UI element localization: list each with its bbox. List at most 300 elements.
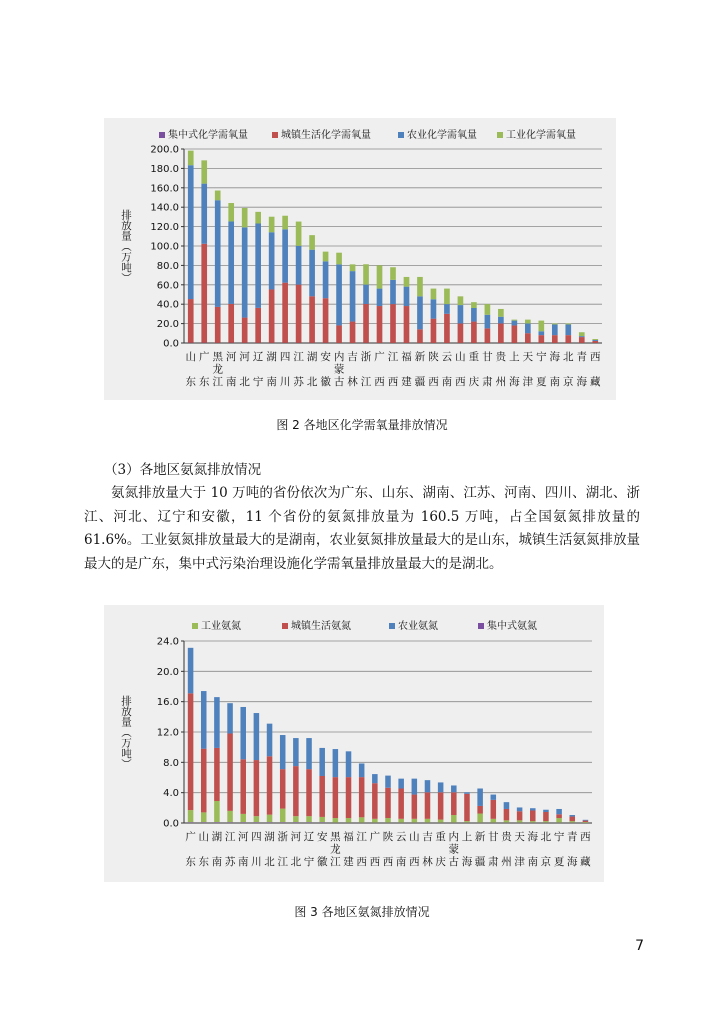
legend-swatch xyxy=(478,623,484,629)
x-category-label: 辽 宁 xyxy=(252,351,264,388)
x-category-label: 宁 夏 xyxy=(553,831,565,868)
x-category-label: 浙 江 xyxy=(277,831,288,868)
bar-segment xyxy=(491,800,497,819)
bar-segment xyxy=(438,792,444,819)
bar-segment xyxy=(471,302,477,308)
bar-segment xyxy=(385,788,391,818)
x-category-label: 福 建 xyxy=(343,831,354,868)
bar-segment xyxy=(438,820,444,823)
bar-segment xyxy=(569,817,575,822)
bar-segment xyxy=(227,822,233,823)
y-tick-label: 100.0 xyxy=(150,241,179,253)
bar-segment xyxy=(385,776,391,788)
x-category-label: 内蒙古 xyxy=(333,351,345,388)
bar-segment xyxy=(377,289,383,306)
bar-segment xyxy=(240,759,246,814)
bar-segment xyxy=(512,325,518,342)
bar-segment xyxy=(293,766,299,816)
bar-segment xyxy=(485,304,491,315)
legend-swatch xyxy=(389,623,395,629)
x-category-label: 辽 宁 xyxy=(303,831,315,868)
y-axis-label: 排放量（万吨） xyxy=(120,209,132,283)
legend-swatch xyxy=(159,132,165,138)
legend-label: 集中式化学需氧量 xyxy=(168,130,248,141)
y-tick-label: 120.0 xyxy=(150,222,179,234)
bar-segment xyxy=(458,324,464,343)
bar-segment xyxy=(214,697,220,748)
bar-segment xyxy=(201,812,207,822)
bar-segment xyxy=(556,809,562,814)
x-category-label: 山 西 xyxy=(409,831,420,868)
bar-segment xyxy=(477,814,483,823)
bar-segment xyxy=(377,306,383,343)
bar-segment xyxy=(296,222,302,246)
section-heading: （3）各地区氨氮排放情况 xyxy=(104,462,262,478)
x-category-label: 内蒙古 xyxy=(448,831,460,868)
x-category-label: 海 南 xyxy=(549,351,561,388)
bar-segment xyxy=(188,165,194,299)
y-tick-label: 20.0 xyxy=(156,666,179,678)
bar-segment xyxy=(417,329,423,343)
bar-segment xyxy=(267,756,273,814)
bar-segment xyxy=(491,819,497,823)
bar-segment xyxy=(309,235,315,250)
bar-segment xyxy=(525,333,531,343)
bar-segment xyxy=(592,341,598,343)
x-category-label: 西 藏 xyxy=(580,831,591,868)
y-tick-label: 0.0 xyxy=(163,818,179,830)
bar-segment xyxy=(569,815,575,817)
bar-segment xyxy=(485,315,491,329)
bar-segment xyxy=(417,277,423,296)
x-category-label: 河 北 xyxy=(290,831,302,868)
y-tick-label: 80.0 xyxy=(156,260,179,272)
bar-segment xyxy=(201,184,207,244)
x-category-label: 北 京 xyxy=(563,351,574,388)
x-category-label: 天 津 xyxy=(514,831,525,868)
bar-segment xyxy=(377,265,383,288)
legend-label: 城镇生活化学需氧量 xyxy=(281,130,371,141)
bar-segment xyxy=(228,221,234,303)
bar-segment xyxy=(296,246,302,285)
y-tick-label: 40.0 xyxy=(156,299,179,311)
y-tick-label: 160.0 xyxy=(150,183,179,195)
x-category-label: 北 京 xyxy=(540,831,552,868)
bar-segment xyxy=(359,817,365,822)
bar-segment xyxy=(530,821,536,823)
bar-segment xyxy=(201,244,207,343)
bar-segment xyxy=(319,822,325,823)
bar-segment xyxy=(254,822,260,823)
x-category-label: 河 南 xyxy=(225,351,237,388)
bar-segment xyxy=(512,320,518,321)
bar-segment xyxy=(431,289,437,300)
bar-segment xyxy=(255,308,261,343)
bar-segment xyxy=(201,691,207,749)
x-category-label: 河 北 xyxy=(239,351,250,388)
bar-segment xyxy=(530,808,536,810)
legend-label: 集中式氨氮 xyxy=(487,621,537,632)
bar-segment xyxy=(293,816,299,822)
bar-segment xyxy=(201,749,207,813)
bar-segment xyxy=(188,151,194,166)
bar-segment xyxy=(227,703,233,733)
bar-segment xyxy=(412,795,418,819)
bar-segment xyxy=(346,818,352,823)
bar-segment xyxy=(404,306,410,343)
bar-segment xyxy=(552,324,558,325)
bar-segment xyxy=(517,811,523,820)
bar-segment xyxy=(240,822,246,823)
x-category-label: 云 南 xyxy=(395,831,407,868)
bar-segment xyxy=(498,324,504,343)
bar-segment xyxy=(538,321,544,332)
bar-segment xyxy=(579,332,585,336)
y-tick-label: 140.0 xyxy=(150,202,179,214)
x-category-label: 贵 州 xyxy=(495,351,507,388)
bar-segment xyxy=(319,776,325,817)
legend-label: 工业氨氮 xyxy=(201,621,241,632)
x-category-label: 福 建 xyxy=(401,351,412,388)
x-category-label: 江 苏 xyxy=(224,831,236,868)
bar-segment xyxy=(464,792,470,794)
x-category-label: 河 南 xyxy=(237,831,249,868)
x-category-label: 云 南 xyxy=(441,351,453,388)
bar-segment xyxy=(538,335,544,343)
bar-segment xyxy=(390,304,396,343)
bar-segment xyxy=(525,320,531,324)
bar-segment xyxy=(323,252,329,262)
bar-segment xyxy=(398,819,404,823)
bar-segment xyxy=(269,217,275,233)
bar-segment xyxy=(309,296,315,343)
bar-segment xyxy=(431,299,437,318)
bar-segment xyxy=(398,788,404,818)
legend-swatch xyxy=(398,132,404,138)
x-category-label: 吉 林 xyxy=(422,831,433,868)
x-category-label: 江 苏 xyxy=(293,351,304,388)
bar-segment xyxy=(363,304,369,343)
bar-segment xyxy=(188,822,194,823)
x-category-label: 广 西 xyxy=(374,351,385,388)
y-tick-label: 16.0 xyxy=(156,697,179,709)
legend-label: 工业化学需氧量 xyxy=(506,130,576,141)
bar-segment xyxy=(215,200,221,307)
bar-segment xyxy=(255,223,261,307)
bar-segment xyxy=(425,780,431,792)
bar-segment xyxy=(350,271,356,321)
bar-segment xyxy=(438,782,444,792)
y-tick-label: 8.0 xyxy=(163,757,179,769)
x-category-label: 青 海 xyxy=(576,351,588,388)
x-category-label: 黑龙江 xyxy=(212,351,223,388)
bar-segment xyxy=(333,818,339,823)
bar-segment xyxy=(398,779,404,789)
bar-segment xyxy=(592,339,598,340)
legend-label: 城镇生活氨氮 xyxy=(291,621,351,632)
y-tick-label: 20.0 xyxy=(156,319,179,331)
bar-segment xyxy=(404,277,410,287)
bar-segment xyxy=(188,648,194,694)
x-category-label: 山 东 xyxy=(198,831,209,868)
x-category-label: 陕 西 xyxy=(382,831,394,868)
bar-segment xyxy=(282,283,288,343)
bar-segment xyxy=(417,296,423,329)
bar-segment xyxy=(254,816,260,822)
bar-segment xyxy=(267,815,273,823)
legend-label: 农业氨氮 xyxy=(398,621,438,632)
bar-segment xyxy=(512,321,518,326)
x-category-label: 新 疆 xyxy=(414,351,426,388)
bar-segment xyxy=(390,280,396,304)
bar-segment xyxy=(228,304,234,343)
bar-segment xyxy=(569,821,575,823)
bar-segment xyxy=(583,822,589,823)
bar-segment xyxy=(240,707,246,759)
bar-segment xyxy=(267,724,273,757)
bar-segment xyxy=(385,818,391,823)
bar-segment xyxy=(556,818,562,823)
x-category-label: 甘 肃 xyxy=(482,351,493,388)
x-category-label: 黑龙江 xyxy=(330,831,341,868)
bar-segment xyxy=(280,735,286,769)
bar-segment xyxy=(306,816,312,822)
bar-segment xyxy=(517,820,523,822)
x-category-label: 宁 夏 xyxy=(536,351,547,388)
x-category-label: 湖 北 xyxy=(264,831,275,868)
bar-segment xyxy=(215,307,221,343)
bar-segment xyxy=(280,809,286,823)
bar-segment xyxy=(188,810,194,822)
legend-swatch xyxy=(497,132,503,138)
y-tick-label: 0.0 xyxy=(163,338,179,350)
bar-segment xyxy=(543,821,549,823)
bar-segment xyxy=(201,160,207,183)
bar-segment xyxy=(336,253,342,265)
x-category-label: 广 东 xyxy=(198,351,210,388)
y-axis-label: 排放量（万吨） xyxy=(120,695,132,769)
bar-segment xyxy=(309,250,315,297)
bar-segment xyxy=(444,304,450,314)
chart-cod-panel xyxy=(104,118,616,400)
bar-segment xyxy=(477,806,483,814)
bar-segment xyxy=(293,738,299,766)
bar-segment xyxy=(280,822,286,823)
bar-segment xyxy=(214,748,220,801)
bar-segment xyxy=(242,318,248,343)
bar-segment xyxy=(255,212,261,224)
x-category-label: 海 南 xyxy=(527,831,539,868)
x-category-label: 广 西 xyxy=(369,831,381,868)
bar-segment xyxy=(333,749,339,777)
x-category-label: 山 东 xyxy=(185,351,196,388)
x-category-label: 重 庆 xyxy=(435,831,446,868)
bar-segment xyxy=(565,335,571,343)
bar-segment xyxy=(350,322,356,343)
legend-swatch xyxy=(282,623,288,629)
bar-segment xyxy=(359,763,365,777)
bar-segment xyxy=(464,794,470,821)
legend-swatch xyxy=(192,623,198,629)
bar-segment xyxy=(552,335,558,343)
bar-segment xyxy=(293,822,299,823)
bar-segment xyxy=(254,760,260,816)
bar-segment xyxy=(215,191,221,201)
bar-segment xyxy=(504,809,510,820)
bar-segment xyxy=(306,822,312,823)
y-tick-label: 12.0 xyxy=(156,727,179,739)
bar-segment xyxy=(363,285,369,304)
bar-segment xyxy=(188,693,194,810)
x-category-label: 上 海 xyxy=(509,351,520,388)
x-category-label: 湖 南 xyxy=(211,831,223,868)
bar-segment xyxy=(565,324,571,335)
bar-segment xyxy=(269,232,275,289)
bar-segment xyxy=(592,340,598,341)
bar-segment xyxy=(280,769,286,808)
bar-segment xyxy=(525,324,531,334)
bar-segment xyxy=(372,783,378,819)
figure-3-caption: 图 3 各地区氨氮排放情况 xyxy=(294,905,430,919)
bar-segment xyxy=(485,328,491,343)
bar-segment xyxy=(471,322,477,343)
x-category-label: 湖 南 xyxy=(266,351,277,388)
bar-segment xyxy=(444,289,450,305)
bar-segment xyxy=(227,811,233,822)
bar-segment xyxy=(282,229,288,282)
bar-segment xyxy=(346,777,352,818)
bar-segment xyxy=(282,216,288,230)
bar-segment xyxy=(336,264,342,325)
bar-segment xyxy=(471,308,477,322)
y-tick-label: 4.0 xyxy=(163,788,179,800)
legend-swatch xyxy=(272,132,278,138)
bar-segment xyxy=(464,821,470,823)
x-category-label: 江 西 xyxy=(356,831,367,868)
bar-segment xyxy=(543,812,549,821)
bar-segment xyxy=(444,314,450,343)
bar-segment xyxy=(552,324,558,335)
x-category-label: 安 徽 xyxy=(316,831,328,868)
bar-segment xyxy=(372,819,378,823)
bar-segment xyxy=(336,325,342,342)
bar-segment xyxy=(412,819,418,823)
bar-segment xyxy=(201,822,207,823)
bar-segment xyxy=(323,261,329,298)
bar-segment xyxy=(451,815,457,823)
x-category-label: 天 津 xyxy=(522,351,534,388)
bar-segment xyxy=(214,801,220,822)
bar-segment xyxy=(306,769,312,816)
bar-segment xyxy=(363,264,369,284)
bar-segment xyxy=(565,324,571,325)
y-tick-label: 180.0 xyxy=(150,163,179,175)
x-category-label: 吉 林 xyxy=(347,351,358,388)
chart-cod xyxy=(104,118,616,400)
x-category-label: 四 川 xyxy=(279,351,291,388)
bar-segment xyxy=(214,822,220,823)
bar-segment xyxy=(491,795,497,800)
bar-segment xyxy=(319,817,325,822)
x-category-label: 陕 西 xyxy=(428,351,439,388)
x-category-label: 广 东 xyxy=(185,831,196,868)
bar-segment xyxy=(458,296,464,305)
x-category-label: 西 藏 xyxy=(590,351,601,388)
bar-segment xyxy=(269,289,275,342)
bar-segment xyxy=(458,305,464,323)
chart-ammonia-panel xyxy=(104,605,604,882)
bar-segment xyxy=(556,814,562,818)
bar-segment xyxy=(517,807,523,811)
figure-2-caption: 图 2 各地区化学需氧量排放情况 xyxy=(276,418,448,432)
bar-segment xyxy=(267,822,273,823)
y-tick-label: 60.0 xyxy=(156,280,179,292)
bar-segment xyxy=(579,337,585,343)
x-category-label: 新 疆 xyxy=(474,831,486,868)
bar-segment xyxy=(498,309,504,317)
x-category-label: 重 庆 xyxy=(468,351,480,388)
bar-segment xyxy=(583,821,589,823)
bar-segment xyxy=(306,738,312,769)
bar-segment xyxy=(390,267,396,280)
bar-segment xyxy=(227,734,233,811)
bar-segment xyxy=(504,802,510,809)
bar-segment xyxy=(530,810,536,821)
chart-ammonia xyxy=(104,605,604,882)
bar-segment xyxy=(451,792,457,815)
bar-segment xyxy=(477,788,483,805)
bar-segment xyxy=(240,814,246,822)
bar-segment xyxy=(425,819,431,823)
bar-segment xyxy=(404,287,410,306)
bar-segment xyxy=(346,751,352,777)
bar-segment xyxy=(333,777,339,818)
legend-label: 农业化学需氧量 xyxy=(407,130,477,141)
bar-segment xyxy=(228,203,234,221)
bar-segment xyxy=(319,748,325,776)
x-category-label: 上 海 xyxy=(461,831,473,868)
bar-segment xyxy=(451,785,457,792)
y-tick-label: 200.0 xyxy=(150,144,179,156)
bar-segment xyxy=(504,820,510,822)
x-category-label: 安 徽 xyxy=(320,351,331,388)
y-tick-label: 24.0 xyxy=(156,636,179,648)
bar-segment xyxy=(359,777,365,817)
bar-segment xyxy=(538,331,544,335)
bar-segment xyxy=(412,779,418,795)
bar-segment xyxy=(254,713,260,760)
x-category-label: 四 川 xyxy=(251,831,262,868)
bar-segment xyxy=(350,264,356,271)
x-category-label: 贵 州 xyxy=(501,831,512,868)
bar-segment xyxy=(498,317,504,324)
bar-segment xyxy=(579,336,585,337)
x-category-label: 浙 江 xyxy=(360,351,372,388)
x-category-label: 湖 北 xyxy=(306,351,318,388)
x-category-label: 江 西 xyxy=(387,351,399,388)
bar-segment xyxy=(583,820,589,821)
bar-segment xyxy=(242,208,248,227)
bar-segment xyxy=(242,227,248,317)
x-category-label: 甘 肃 xyxy=(488,831,499,868)
bar-segment xyxy=(296,285,302,343)
bar-segment xyxy=(425,792,431,819)
x-category-label: 青 海 xyxy=(567,831,578,868)
x-category-label: 山 西 xyxy=(455,351,466,388)
page-number: 7 xyxy=(635,938,644,954)
bar-segment xyxy=(543,810,549,812)
bar-segment xyxy=(431,319,437,343)
